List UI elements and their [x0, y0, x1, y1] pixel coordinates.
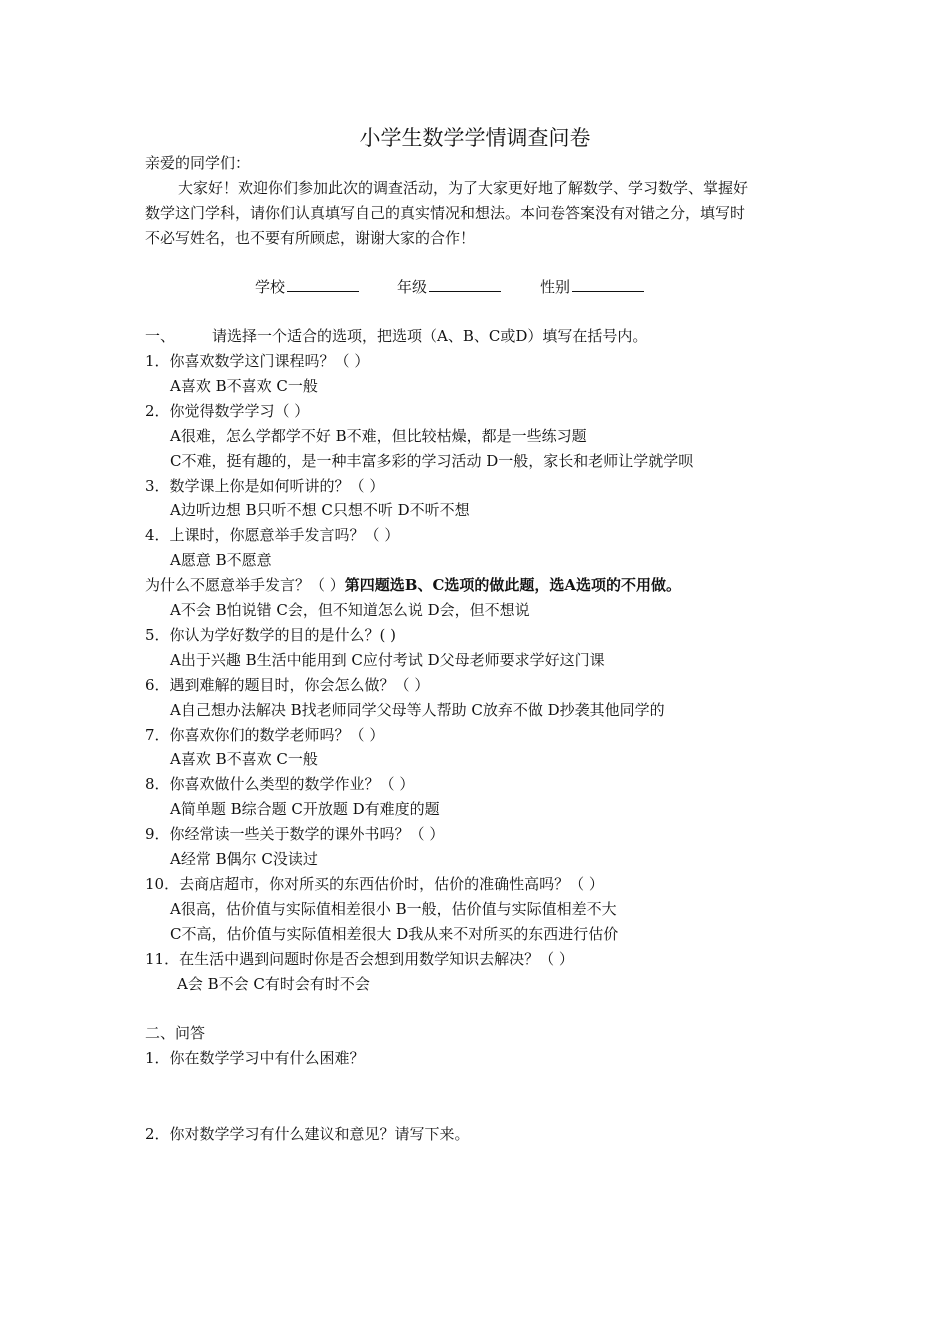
question-line: 10．去商店超市，你对所买的东西估价时，估价的准确性高吗？（ ） [145, 874, 604, 893]
option-line: A不会 B怕说错 C会，但不知道怎么说 D会，但不想说 [170, 601, 530, 619]
grade-field [397, 277, 501, 297]
greeting: 亲爱的同学们： [145, 154, 251, 172]
gender-field [540, 277, 644, 297]
gender-label: 性别 [540, 278, 571, 296]
intro-line-2: 数学这门学科，请你们认真填写自己的真实情况和想法。本问卷答案没有对错之分，填写时 [145, 204, 746, 222]
question-line: 8．你喜欢做什么类型的数学作业？（ ） [145, 775, 415, 794]
gender-blank[interactable] [572, 277, 644, 292]
option-line: A自己想办法解决 B找老师同学父母等人帮助 C放弃不做 D抄袭其他同学的 [170, 700, 665, 719]
q4-followup-line [145, 575, 681, 595]
question-line: 7．你喜欢你们的数学老师吗？（ ） [145, 725, 385, 744]
q4-followup-question: 为什么不愿意举手发言？（ ） [145, 576, 345, 595]
intro-line-3: 不必写姓名，也不要有所顾虑，谢谢大家的合作！ [145, 229, 476, 247]
grade-blank[interactable] [429, 277, 501, 292]
question-line: 1．你喜欢数学这门课程吗？（ ） [145, 352, 370, 370]
section2-question-2: 2．你对数学学习有什么建议和意见？请写下来。 [145, 1125, 470, 1143]
question-line: 11．在生活中遇到问题时你是否会想到用数学知识去解决？（ ） [145, 949, 574, 968]
section1-number: 一、 [145, 327, 176, 345]
q4-followup-note: 第四题选B、C选项的做此题，选A选项的不用做。 [344, 576, 682, 595]
page-title: 小学生数学学情调查问卷 [359, 126, 591, 150]
intro-line-1: 大家好！欢迎你们参加此次的调查活动，为了大家更好地了解数学、学习数学、掌握好 [178, 179, 749, 197]
option-line: A经常 B偶尔 C没读过 [170, 850, 318, 868]
question-line: 9．你经常读一些关于数学的课外书吗？（ ） [145, 825, 445, 844]
question-line: 5．你认为学好数学的目的是什么？( ) [145, 625, 397, 644]
question-line: 2．你觉得数学学习（ ） [145, 401, 310, 420]
option-line: A很难，怎么学都学不好 B不难，但比较枯燥，都是一些练习题 [170, 426, 587, 445]
option-line: A简单题 B综合题 C开放题 D有难度的题 [170, 800, 440, 819]
grade-label: 年级 [397, 278, 428, 296]
option-line: A出于兴趣 B生活中能用到 C应付考试 D父母老师要求学好这门课 [170, 650, 605, 669]
school-field [255, 277, 359, 297]
option-line: A喜欢 B不喜欢 C一般 [170, 376, 318, 395]
section2-title: 二、问答 [145, 1024, 206, 1042]
school-blank[interactable] [287, 277, 359, 292]
school-label: 学校 [255, 278, 286, 296]
option-line: A边听边想 B只听不想 C只想不听 D不听不想 [170, 501, 470, 520]
option-line: A愿意 B不愿意 [170, 551, 272, 570]
section2-question-1: 1．你在数学学习中有什么困难？ [145, 1049, 365, 1067]
option-line: C不高，估价值与实际值相差很大 D我从来不对所买的东西进行估价 [170, 924, 619, 943]
question-line: 6．遇到难解的题目时，你会怎么做？（ ） [145, 675, 430, 694]
option-line: C不难，挺有趣的，是一种丰富多彩的学习活动 D一般，家长和老师让学就学呗 [170, 451, 694, 470]
question-line: 4．上课时，你愿意举手发言吗？（ ） [145, 526, 400, 545]
option-line: A很高，估价值与实际值相差很小 B一般，估价值与实际值相差不大 [170, 899, 617, 918]
question-line: 3．数学课上你是如何听讲的？（ ） [145, 476, 385, 495]
option-line: A喜欢 B不喜欢 C一般 [170, 750, 318, 769]
option-line: A会 B不会 C有时会有时不会 [177, 974, 370, 993]
section1-instruction: 请选择一个适合的选项，把选项（A、B、C或D）填写在括号内。 [212, 327, 648, 345]
